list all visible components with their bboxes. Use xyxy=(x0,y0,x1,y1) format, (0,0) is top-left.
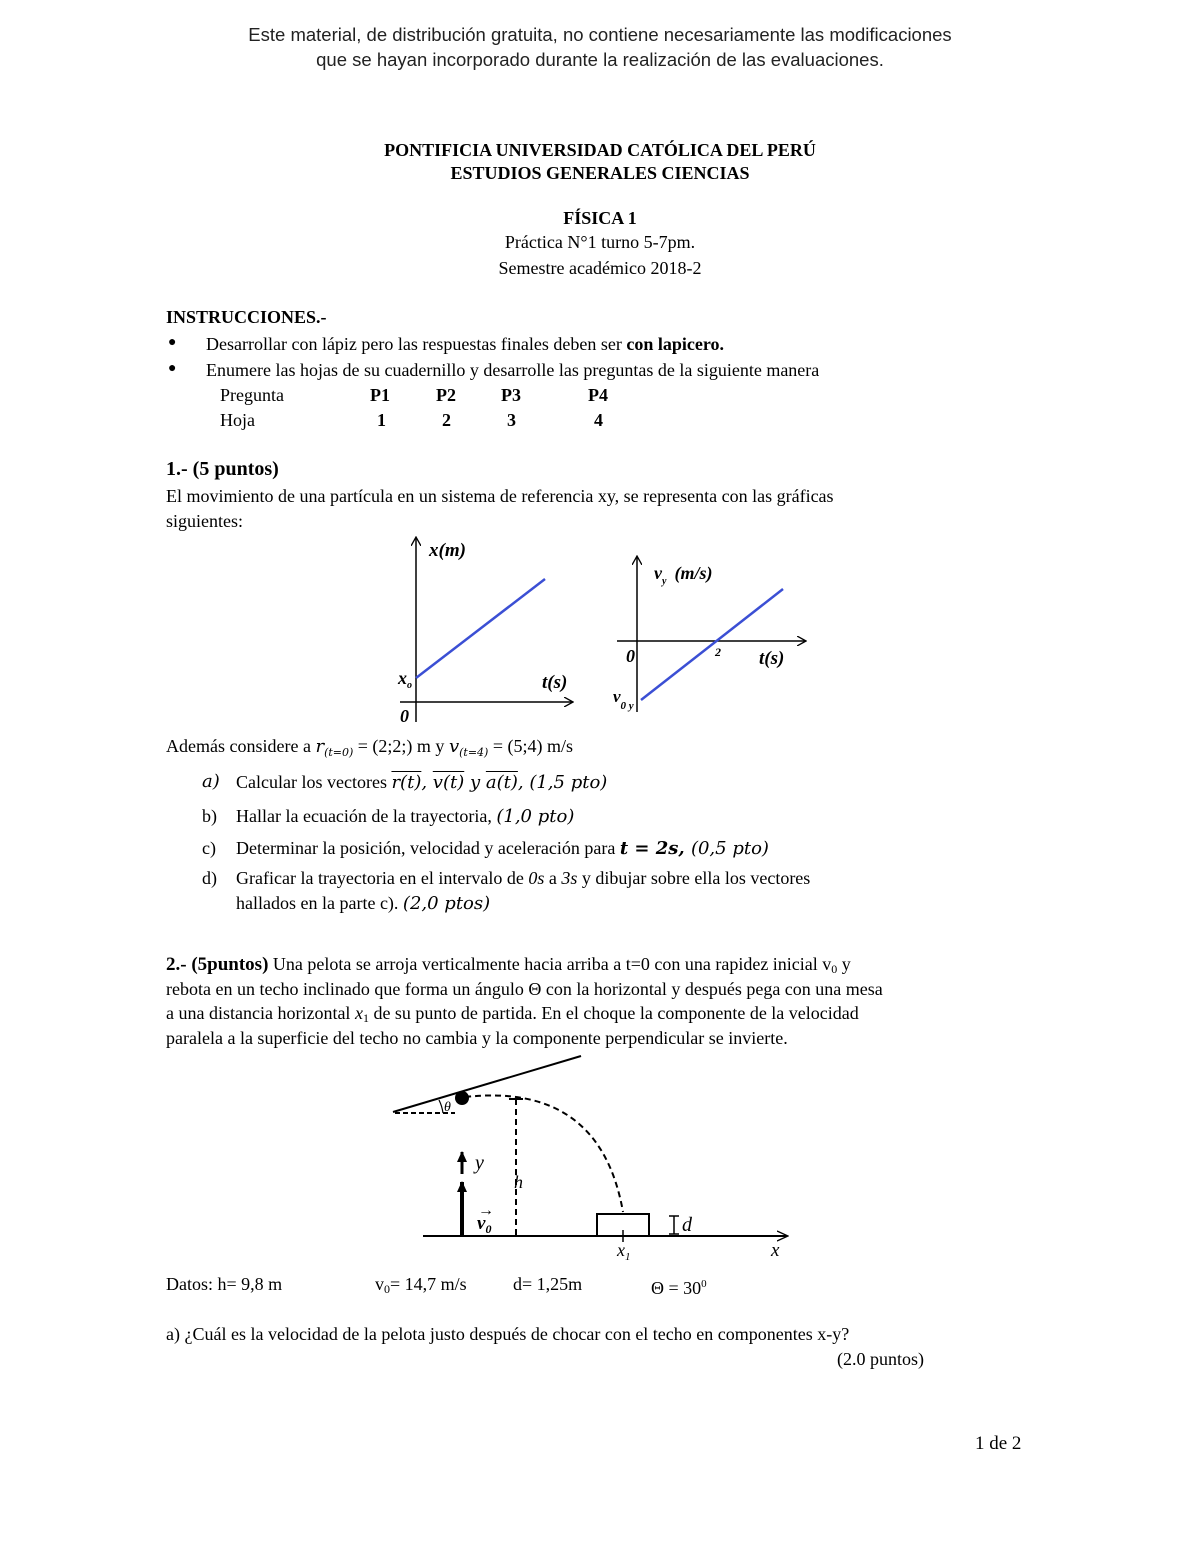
q1-intro-line-2: siguientes: xyxy=(166,511,243,531)
h-label: h xyxy=(514,1172,523,1192)
bullet-icon: ● xyxy=(168,361,177,376)
given-prefix: Además considere a xyxy=(166,736,316,756)
data-theta: $\Theta = 30^0$ xyxy=(651,1278,707,1298)
y-label: y xyxy=(475,1152,484,1174)
angle-arc xyxy=(439,1100,443,1113)
item-d-text-line-2: hallados en la parte c). (2,0 ptos) xyxy=(236,893,491,914)
graph2-ylabel: $v_y$ (m/s) xyxy=(654,563,713,587)
ball-trajectory xyxy=(465,1095,623,1212)
table-row-label: Hoja xyxy=(220,410,255,430)
x1-label: $x_1$ xyxy=(617,1240,631,1262)
table-cell: P2 xyxy=(436,385,456,405)
table-cell: P4 xyxy=(588,385,608,405)
item-a-label: a) xyxy=(202,771,220,792)
theta-label: θ xyxy=(444,1100,451,1115)
disclaimer-line-1: Este material, de distribución gratuita, no contiene necesariamente las modificaciones xyxy=(248,24,952,45)
v0-label: $v_0$ xyxy=(477,1213,492,1236)
q1-intro-line-1: El movimiento de una partícula en un sistema de referencia xy, se representa con las gráficas xyxy=(166,486,834,506)
v-vector-symbol: $v_{(t=4)}$ xyxy=(448,736,489,759)
r-vector-symbol: $r_{(t=0)}$ xyxy=(315,736,354,759)
v-value: = (5;4) m/s xyxy=(488,736,573,756)
disclaimer xyxy=(0,22,1200,72)
table-cell: P1 xyxy=(370,385,390,405)
q2-item-a: a) ¿Cuál es la velocidad de la pelota justo después de chocar con el techo en componentes x-y? xyxy=(166,1324,850,1344)
item-b-text: Hallar la ecuación de la trayectoria, (1,0 pto) xyxy=(236,806,575,827)
item-b-label: b) xyxy=(202,806,217,826)
q2-item-a-points: (2.0 puntos) xyxy=(837,1349,924,1369)
data-v0: v0= 14,7 m/s xyxy=(375,1274,467,1296)
table-row-label: Pregunta xyxy=(220,385,284,405)
item-c-text: Determinar la posición, velocidad y aceleración para t = 2s, (0,5 pto) xyxy=(236,838,769,859)
d-label: d xyxy=(682,1214,692,1236)
inclined-ceiling xyxy=(393,1056,581,1112)
graph2-origin: 0 xyxy=(626,646,635,666)
velocity-time-graph xyxy=(605,552,815,717)
graph1-intercept: $x_o$ xyxy=(398,668,412,691)
item-c-label: c) xyxy=(202,838,216,858)
graph2-intercept: $v_{0 y}$ xyxy=(613,687,634,712)
graph1-origin: 0 xyxy=(400,706,409,726)
instruction-item-1 xyxy=(206,332,724,356)
position-line xyxy=(416,579,545,678)
instruction-item-1-text: Desarrollar con lápiz pero las respuestas finales deben ser xyxy=(206,334,627,354)
q2-line-2: rebota en un techo inclinado que forma un ángulo Θ con la horizontal y después pega con una mesa xyxy=(166,979,883,999)
q2-heading: 2.- (5puntos) xyxy=(166,954,269,975)
q2-line-3: a una distancia horizontal x1 de su punto de partida. En el choque la componente de la velocidad xyxy=(166,1003,859,1025)
ball xyxy=(455,1091,469,1105)
page-number: 1 de 2 xyxy=(975,1433,1022,1454)
data-d: d= 1,25m xyxy=(513,1274,583,1294)
instruction-item-1-bold: con lapicero. xyxy=(626,334,724,354)
x-label: x xyxy=(771,1240,780,1261)
bullet-icon: ● xyxy=(168,335,177,350)
q2-line-4: paralela a la superficie del techo no cambia y la componente perpendicular se invierte. xyxy=(166,1028,788,1048)
position-time-graph xyxy=(380,532,600,732)
semester: Semestre académico 2018-2 xyxy=(498,258,702,278)
data-h: Datos: h= 9,8 m xyxy=(166,1274,283,1294)
table-cell: 3 xyxy=(507,410,516,430)
course-title: FÍSICA 1 xyxy=(563,208,637,228)
table-cell: 1 xyxy=(377,410,386,430)
vector-arrow-icon: → xyxy=(478,1202,494,1219)
university-name: PONTIFICIA UNIVERSIDAD CATÓLICA DEL PERÚ xyxy=(384,140,816,160)
graph1-xlabel: t(s) xyxy=(542,672,568,693)
velocity-line xyxy=(641,589,783,700)
exam-title: Práctica N°1 turno 5-7pm. xyxy=(504,232,696,252)
instruction-item-2: Enumere las hojas de su cuadernillo y desarrolle las preguntas de la siguiente manera xyxy=(206,360,820,380)
table-cell: P3 xyxy=(501,385,521,405)
q1-given-values xyxy=(166,734,573,765)
item-d-label: d) xyxy=(202,868,217,888)
graph1-ylabel: x(m) xyxy=(429,540,466,561)
faculty-name: ESTUDIOS GENERALES CIENCIAS xyxy=(450,163,750,183)
item-a-text: Calcular los vectores r(t), v(t) y a(t), (1,5 pto) xyxy=(236,772,608,793)
ball-ceiling-diagram xyxy=(385,1052,805,1262)
q1-heading: 1.- (5 puntos) xyxy=(166,458,279,480)
table-cell: 4 xyxy=(594,410,603,430)
r-value: = (2;2;) m y xyxy=(353,736,449,756)
disclaimer-line-2: que se hayan incorporado durante la realización de las evaluaciones. xyxy=(316,49,884,70)
instructions-title: INSTRUCCIONES.- xyxy=(166,307,327,327)
item-d-text-line-1: Graficar la trayectoria en el intervalo de 0s a 3s y dibujar sobre ella los vectores xyxy=(236,868,811,888)
graph2-tick: 2 xyxy=(715,645,721,659)
graph2-xlabel: t(s) xyxy=(759,648,785,669)
q2-line-1: 2.- (5puntos) Una pelota se arroja verticalmente hacia arriba a t=0 con una rapidez inicial v0 y xyxy=(166,954,851,976)
table-cell: 2 xyxy=(442,410,451,430)
